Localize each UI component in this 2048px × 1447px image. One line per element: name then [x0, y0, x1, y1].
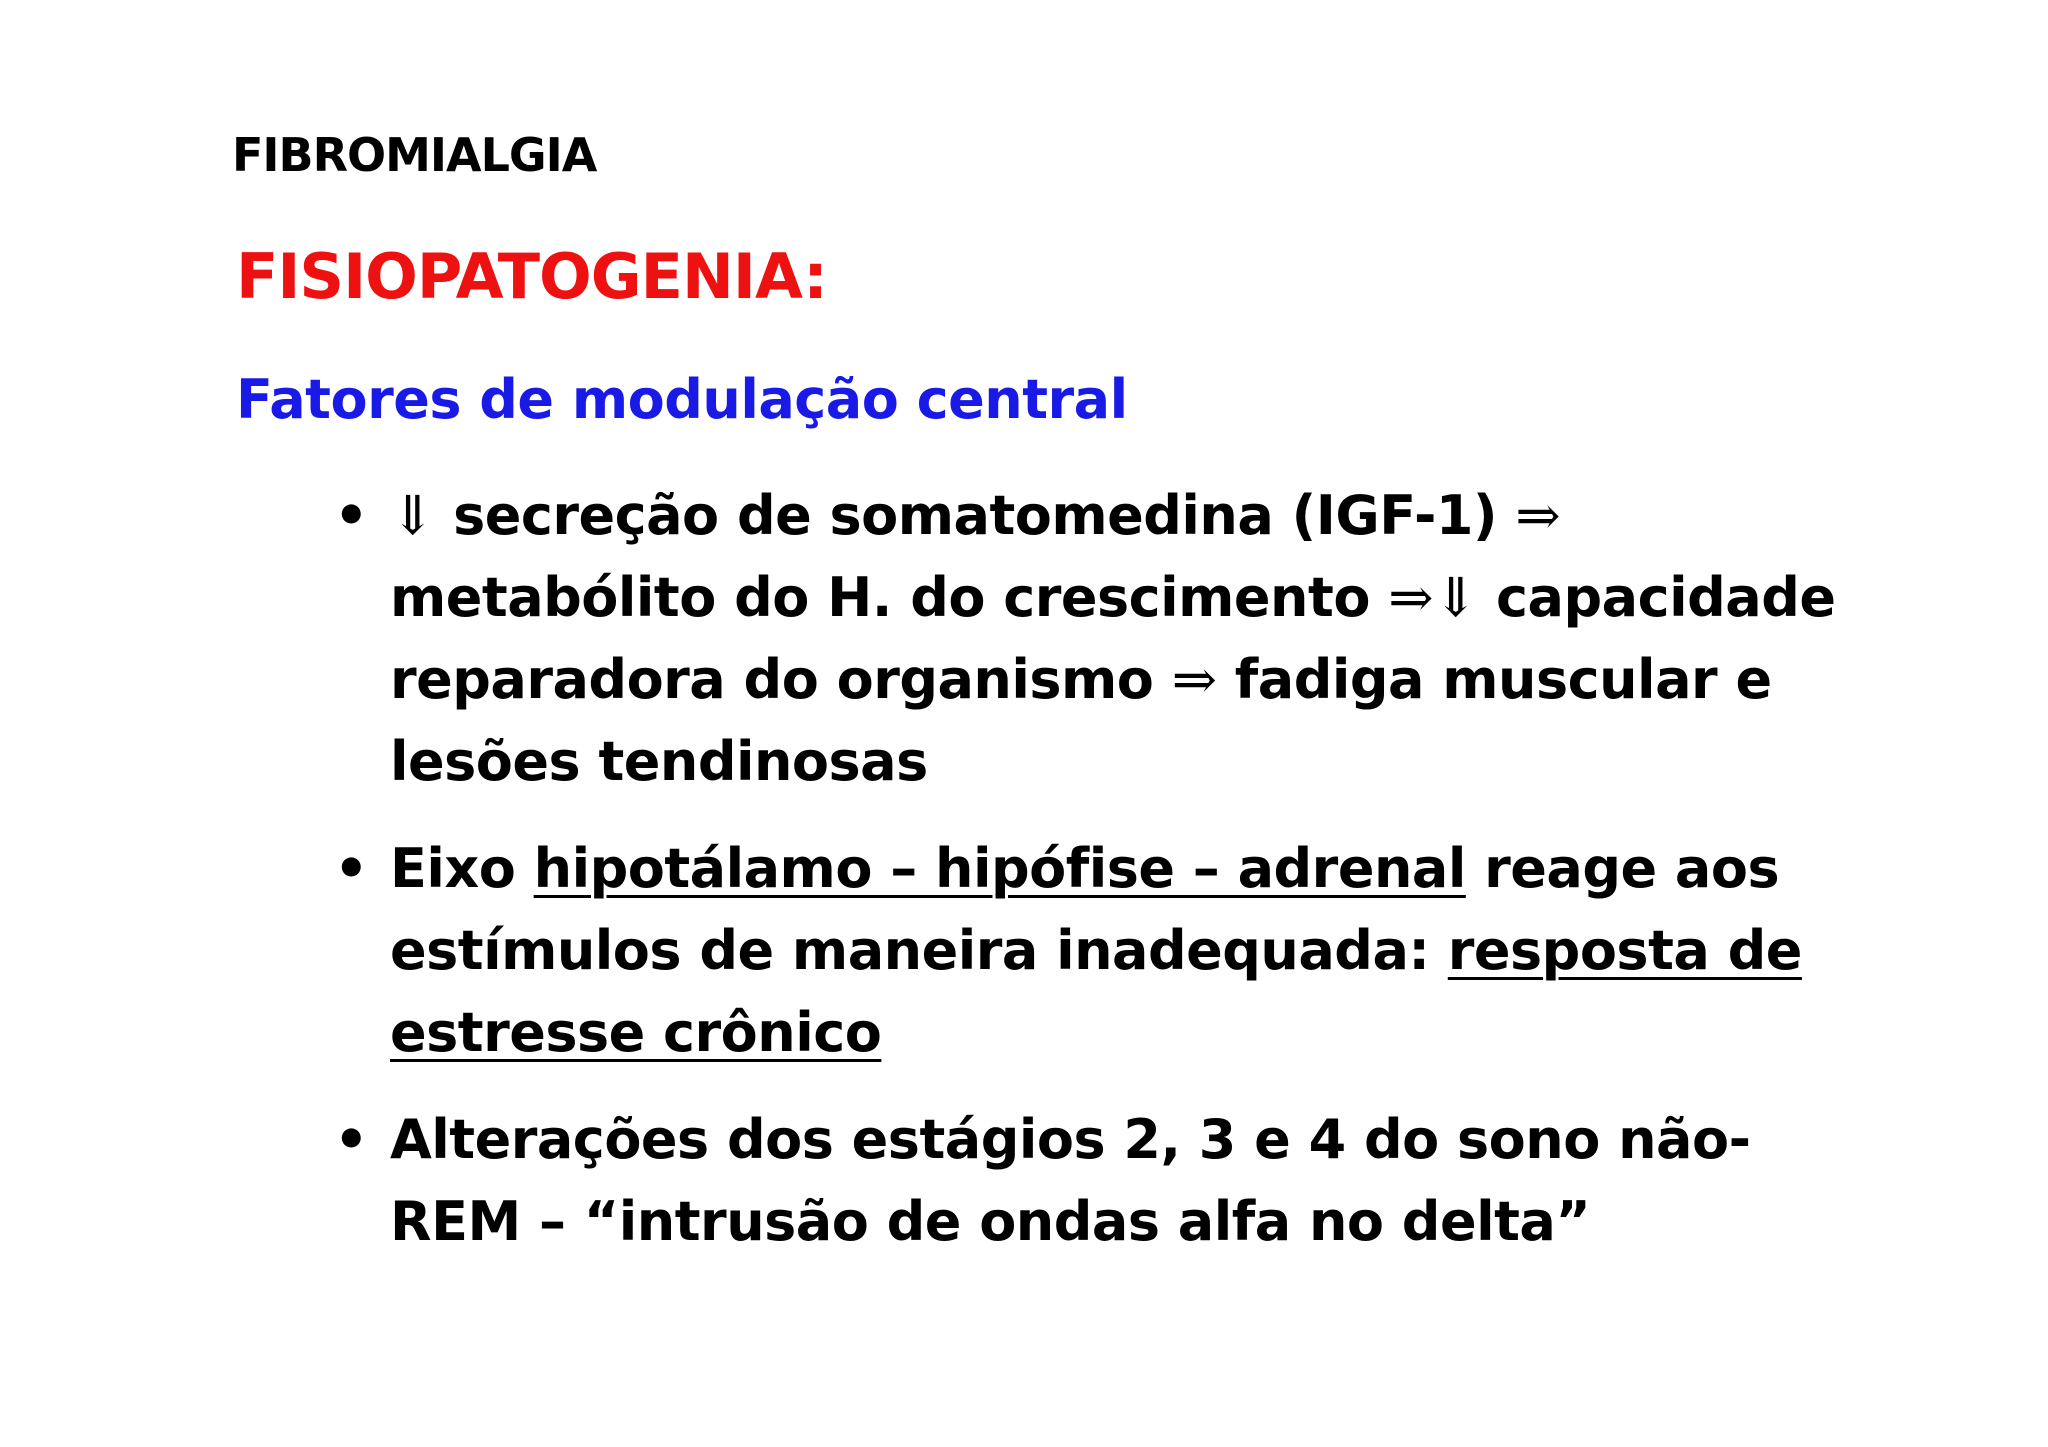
subtitle: Fatores de modulação central: [236, 368, 1128, 431]
bullet-text: Alterações dos estágios 2, 3 e 4 do sono não-REM – “intrusão de ondas alfa no delta”: [390, 1108, 1751, 1253]
bullet-text: metabólito do H. do crescimento: [390, 566, 1370, 629]
bullet-item-somatomedina: [300, 475, 1860, 803]
right-arrow-icon: ⇒: [1515, 484, 1561, 547]
section-title: FISIOPATOGENIA:: [236, 240, 827, 313]
bullet-text: reage aos estímulos de maneira inadequada:: [390, 837, 1780, 982]
slide-header: FIBROMIALGIA: [232, 128, 597, 182]
down-arrow-icon: ⇓: [390, 484, 435, 547]
bullet-dot-icon: •: [334, 837, 369, 900]
bullet-dot-icon: •: [334, 1108, 369, 1171]
bullet-text: capacidade reparadora do organismo: [390, 566, 1836, 711]
bullet-item-eixo-hha: [300, 828, 1860, 1074]
right-arrow-icon: ⇒: [1388, 566, 1433, 629]
bullet-list: [300, 475, 1860, 1263]
bullet-text: Eixo: [390, 837, 534, 900]
bullet-item-sono: [300, 1099, 1860, 1263]
down-arrow-icon: ⇓: [1432, 566, 1478, 629]
underlined-term: hipotálamo – hipófise – adrenal: [533, 837, 1466, 900]
bullet-text: fadiga muscular e lesões tendinosas: [390, 648, 1772, 793]
right-arrow-icon: ⇒: [1171, 648, 1217, 711]
bullet-dot-icon: •: [334, 484, 369, 547]
bullet-text: secreção de somatomedina (IGF-1): [453, 484, 1498, 547]
underlined-term: resposta de estresse crônico: [390, 919, 1802, 1064]
